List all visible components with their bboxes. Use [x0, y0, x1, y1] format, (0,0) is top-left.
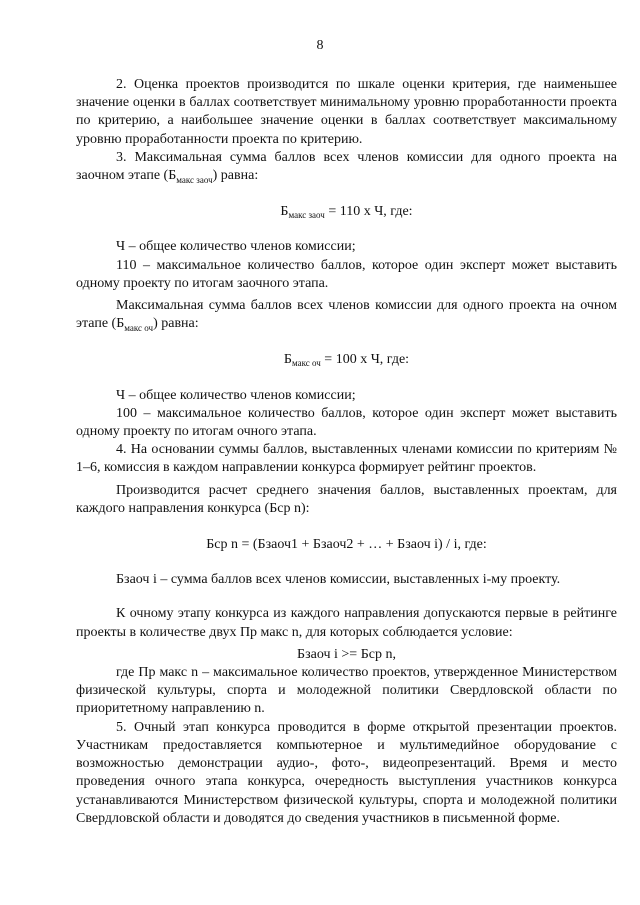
definition-score-sum: Бзаоч i – сумма баллов всех членов комиссии, выставленных i-му проекту.: [116, 572, 561, 588]
paragraph-average-calc: Производится расчет среднего значения баллов, выставленных проектам, для каждого направления конкурса (Бср n):: [76, 482, 617, 516]
definition-max-projects: где Пр макс n – максимальное количество проектов, утвержденное Министерством физической культуры, спорта и молодежной политики Свердловской области по приоритетному направлению n.: [76, 665, 617, 717]
definition-max-points-fulltime: 100 – максимальное количество баллов, которое один эксперт может выставить одному проекту по итогам очного этапа.: [76, 405, 617, 440]
document-body: [76, 76, 617, 828]
formula-average: Бср n = (Бзаоч1 + Бзаоч2 + … + Бзаоч i) / i, где:: [206, 537, 487, 553]
paragraph-fulltime-stage: 5. Очный этап конкурса проводится в форме открытой презентации проектов. Участникам предоставляется компьютерное и мультимедийное оборудование с возможностью демонстрации аудио-, фото-, видеопрезентаций. Время и место проведения очного этапа конкурса, очередность выступления участников конкурса устанавливаются Министерством физической культуры, спорта и молодежной политики Свердловской области и доводятся до сведения участников в письменной форме.: [76, 719, 617, 826]
paragraph-max-sum-fulltime: Максимальная сумма баллов всех членов комиссии для одного проекта на очном этапе $(Б_{макс оч})$ равна:: [76, 298, 617, 334]
paragraph-max-sum-correspondence: 3. Максимальная сумма баллов всех членов комиссии для одного проекта на заочном этапе $(Б_{макс заоч})$ равна:: [76, 149, 617, 185]
page-number: 8: [316, 38, 324, 53]
formula-max-correspondence: $Б_{макс заоч} = 110$ х Ч, где:: [280, 204, 413, 221]
formula-max-fulltime: $Б_{макс оч} = 100$ х Ч, где:: [283, 352, 410, 369]
definition-members-count-2: Ч – общее количество членов комиссии;: [116, 387, 356, 403]
definition-members-count: Ч – общее количество членов комиссии;: [116, 239, 356, 255]
paragraph-scoring-scale: 2. Оценка проектов производится по шкале оценки критерия, где наименьшее значение оценки в баллах соответствует минимальному уровню проработанности проекта по критерию, а наибольшее значение оценки в баллах соответствует максимальному уровню проработанности проекта по критерию.: [76, 77, 617, 147]
paragraph-rating: 4. На основании суммы баллов, выставленных членами комиссии по критериям № 1–6, комиссия в каждом направлении конкурса формирует рейтинг проектов.: [76, 442, 617, 476]
definition-max-points-correspondence: 110 – максимальное количество баллов, которое один эксперт может выставить одному проекту по итогам заочного этапа.: [76, 257, 617, 291]
formula-condition: Бзаоч i >= Бср n,: [297, 646, 396, 662]
paragraph-admission: К очному этапу конкурса из каждого направления допускаются первые в рейтинге проекты в количестве двух Пр макс n, для которых соблюдается условие:: [76, 606, 617, 640]
